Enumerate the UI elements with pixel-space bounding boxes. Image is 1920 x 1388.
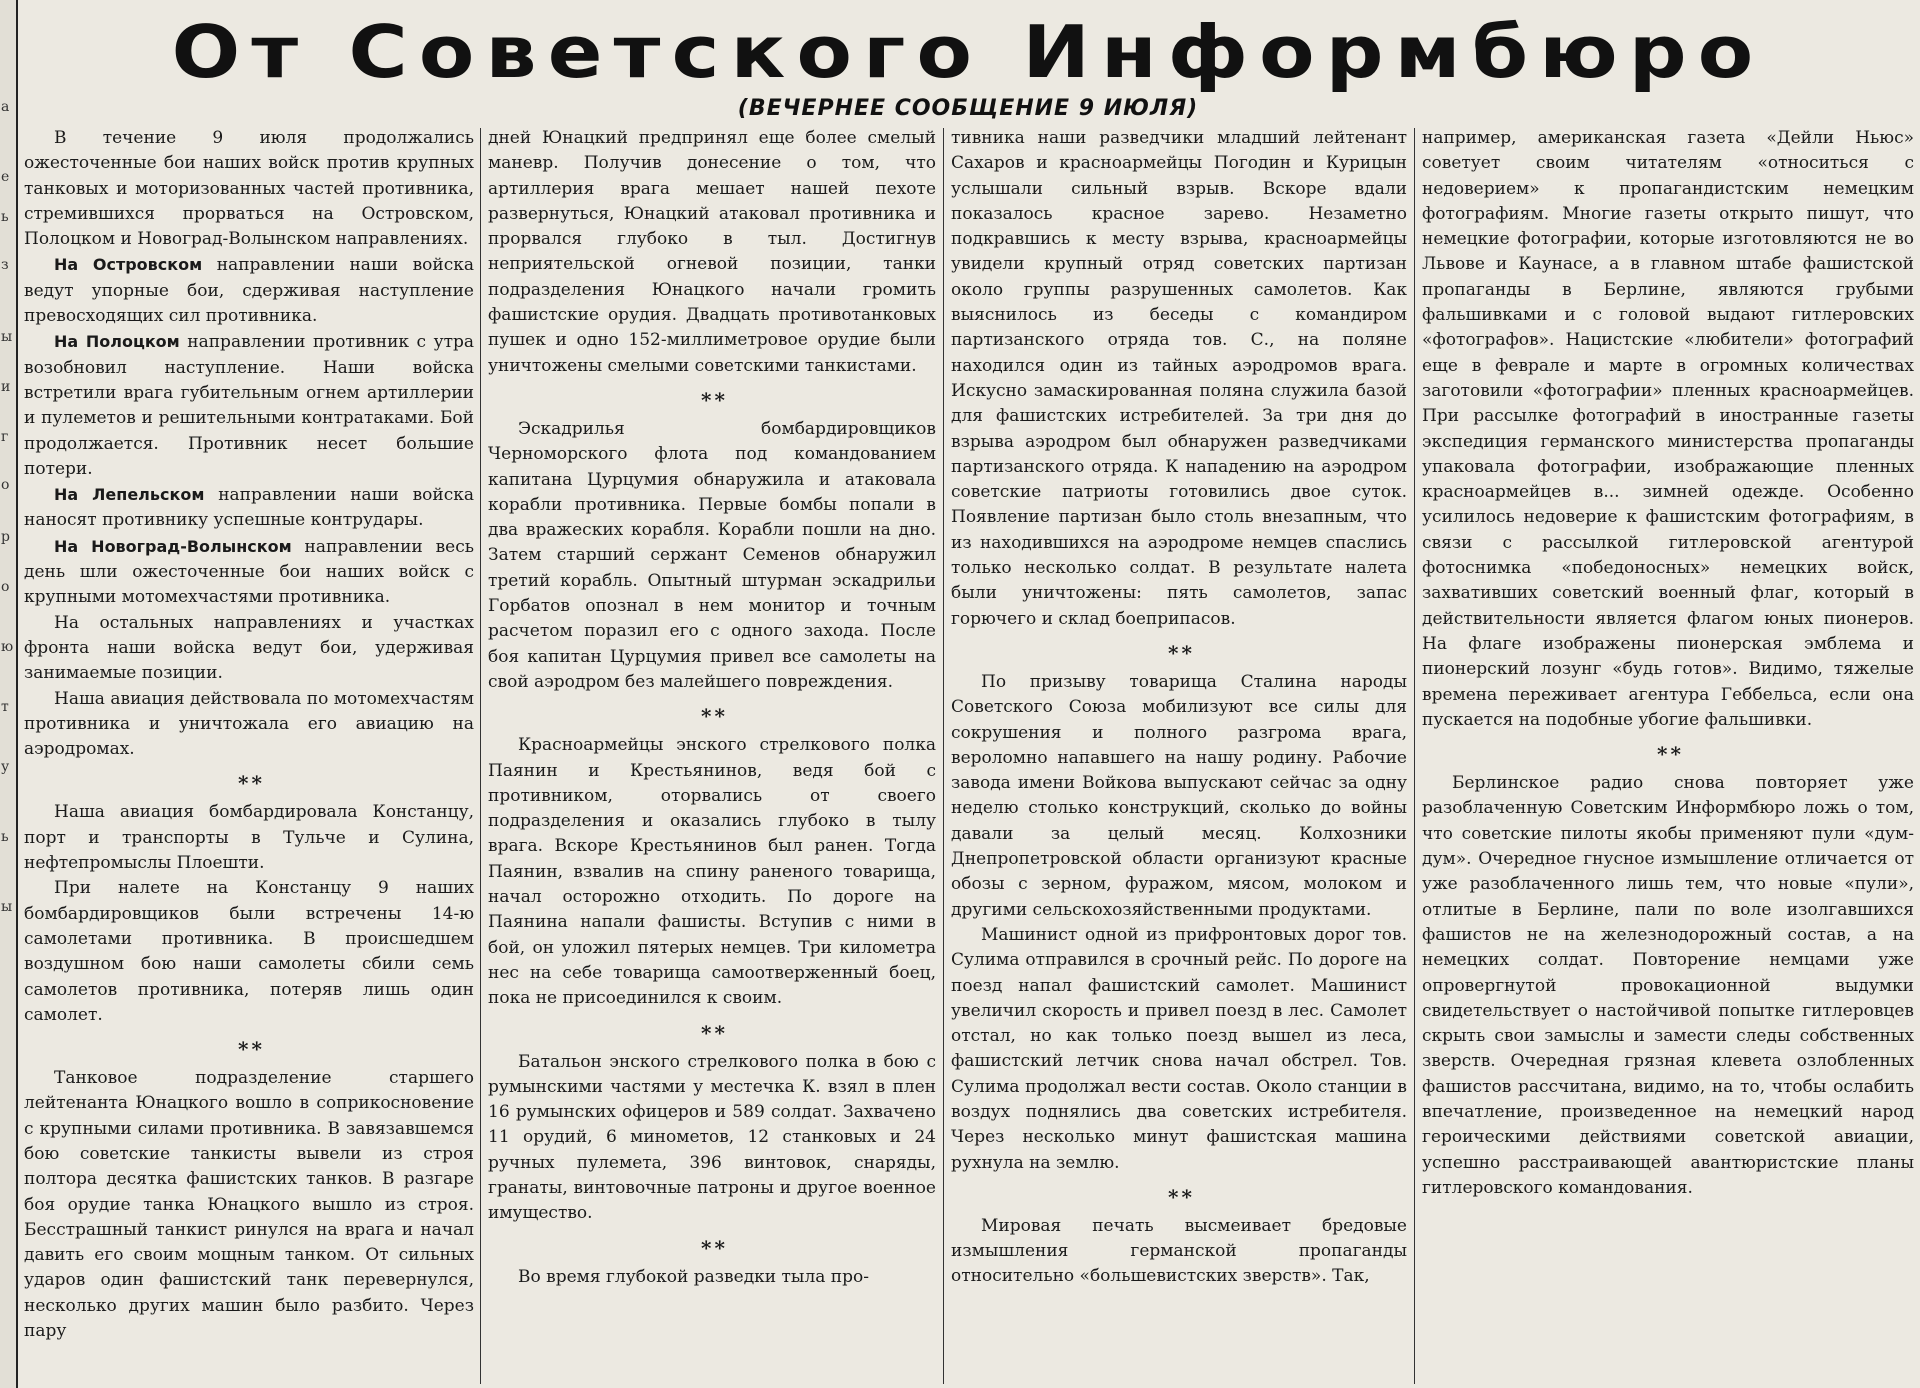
section-separator: * *	[701, 387, 723, 412]
paragraph	[24, 252, 474, 329]
place-name: На Островском	[54, 255, 203, 275]
paragraph: тивника наши разведчики младший лейтенант Сахаров и красноармейцы Погодин и Курицын услышали сильный взрыв. Вскоре вдали показалось красное зарево. Незаметно подкравшись к месту взрыва, красноармейцы увидели крупный отряд советских партизан около группы разрушенных самолетов. Как выяснилось из беседы с командиром партизанского отряда тов. С., на поляне находился один из тайных аэродромов врага. Искусно замаскированная поляна служила базой для фашистских истребителей. За три дня до взрыва аэродром был обнаружен разведчиками партизанского отряда. К нападению на аэродром советские патриоты готовились двое суток. Появление партизан было столь внезапным, что из находившихся на аэродроме немцев спаслись только несколько солдат. В результате налета были уничтожены: пять самолетов, запас горючего и склад боеприпасов.	[951, 128, 1407, 629]
section-separator: * *	[238, 771, 260, 796]
paragraph-text: направлении наши войска наносят противнику успешные контрудары.	[24, 485, 474, 531]
paragraph	[24, 534, 474, 611]
edge-letter: и	[1, 379, 11, 395]
place-name: На Полоцком	[54, 332, 180, 352]
paragraph: дней Юнацкий предпринял еще более смелый маневр. Получив донесение о том, что артиллерия врага мешает нашей пехоте развернуться, Юнацкий атаковал противника и прорвался глубоко в тыл. Достигнув неприятельской огневой позиции, танки подразделения Юнацкого начали громить фашистские орудия. Двадцать противотанковых пушек и одно 152-миллиметровое орудие были уничтожены смелыми советскими танкистами.	[488, 128, 936, 376]
edge-letter: е	[1, 169, 10, 185]
section-separator: * *	[1168, 1184, 1190, 1209]
edge-letter: т	[1, 699, 9, 715]
edge-letter: у	[1, 759, 10, 775]
edge-letter: з	[1, 257, 9, 273]
article-column-3	[945, 126, 1413, 1384]
paragraph: Танковое подразделение старшего лейтенанта Юнацкого вошло в соприкосновение с крупными силами противника. В завязавшемся бою советские танкисты вывели из строя полтора десятка фашистских танков. В разгаре боя орудие танка Юнацкого вышло из строя. Бесстрашный танкист ринулся на врага и начал давить его своим мощным танком. От сильных ударов один фашистский танк перевернулся, несколько других машин было разбито. Через пару	[24, 1068, 474, 1342]
place-name: На Новоград-Волынском	[54, 536, 292, 556]
column-divider	[480, 128, 481, 1384]
paragraph: В течение 9 июля продолжались ожесточенные бои наших войск против крупных танковых и моторизованных частей противника, стремившихся прорваться на Островском, Полоцком и Новоград-Волынском направлениях.	[24, 128, 474, 250]
paragraph: Мировая печать высмеивает бредовые измышления германской пропаганды относительно «большевистских зверств». Так,	[951, 1215, 1407, 1287]
edge-letter: ю	[1, 639, 14, 655]
edge-letter: ы	[1, 899, 13, 915]
paragraph: Красноармейцы энского стрелкового полка Паянин и Крестьянинов, ведя бой с противником, оторвались от своего подразделения и оказались глубоко в тылу врага. Вскоре Крестьянинов был ранен. Тогда Паянин, взвалив на спину раненого товарища, начал осторожно отходить. По дороге на Паянина напали фашисты. Вступив с ними в бой, он уложил пятерых немцев. Три километра нес на себе товарища самоотверженный боец, пока не присоединился к своим.	[488, 735, 936, 1009]
paragraph: На остальных направлениях и участках фронта наши войска ведут бои, удерживая занимаемые позиции.	[24, 612, 474, 684]
paragraph: Берлинское радио снова повторяет уже разоблаченную Советским Информбюро ложь о том, что советские пилоты якобы применяют пули «дум-дум». Очередное гнусное измышление отличается от уже разоблаченного лишь тем, что новые «пули», отлитые в Берлине, пали по воле изолгавшихся фашистов не на железнодорожный состав, а на немецких солдат. Повторение немцами уже опровергнутой провокационной выдумки свидетельствует о настойчивой попытке гитлеровцев скрыть свои замыслы и замести следы собственных зверств. Очередная грязная клевета озлобленных фашистов рассчитана, видимо, на то, чтобы ослабить впечатление, произведенное на немецкий народ героическими действиями советской авиации, успешно расстраивающей авантюристские планы гитлеровского командования.	[1422, 773, 1914, 1198]
section-separator: * *	[1657, 742, 1679, 767]
paragraph-text: направлении весь день шли ожесточенные бои наших войск с крупными мотомехчастями противника.	[24, 536, 474, 608]
page-edge-strip	[0, 0, 18, 1388]
paragraph	[24, 482, 474, 534]
paragraph: например, американская газета «Дейли Ньюс» советует своим читателям «относиться с недоверием» к пропагандистским немецким фотографиям. Многие газеты открыто пишут, что немецкие фотографии, которые изготовляются не во Львове и Каунасе, а в главном штабе фашистской пропаганды в Берлине, являются грубыми фальшивками и с головой выдают гитлеровских «фотографов». Нацистские «любители» фотографий еще в феврале и марте в огромных количествах заготовили «фотографии» пленных красноармейцев. При рассылке фотографий в иностранные газеты экспедиция германского министерства пропаганды упаковала фотографии, изображающие пленных красноармейцев в... зимней одежде. Особенно усилилось недоверие к фашистским фотографиям, в связи с рассылкой гитлеровской агентурой фотоснимка «победоносных» немецких войск, захвативших советский военный флаг, который в действительности является флагом юных пионеров. На флаге изображены пионерская эмблема и пионерский лозунг «будь готов». Видимо, тяжелые времена переживает агентура Геббельса, если она пускается на подобные убогие фальшивки.	[1422, 128, 1914, 730]
paragraph-text: направлении противник с утра возобновил наступление. Наши войска встретили врага губительным огнем артиллерии и пулеметов и решительными контратаками. Бой продолжается. Противник несет большие потери.	[24, 332, 475, 479]
paragraph: Машинист одной из прифронтовых дорог тов. Сулима отправился в срочный рейс. По дороге на поезд напал фашистский самолет. Машинист увеличил скорость и привел поезд в лес. Самолет отстал, но как только поезд вышел из леса, фашистский летчик снова начал обстрел. Тов. Сулима продолжал вести состав. Около станции в воздух поднялись два советских истребителя. Через несколько минут фашистская машина рухнула на землю.	[951, 924, 1407, 1173]
paragraph: Эскадрилья бомбардировщиков Черноморского флота под командованием капитана Цурцумия обнаружила и атаковала корабли противника. Первые бомбы попали в два вражеских корабля. Корабли пошли на дно. Затем старший сержант Семенов обнаружил третий корабль. Опытный штурман эскадрильи Горбатов опознал в нем монитор и точным расчетом поразил его с одного захода. После боя капитан Цурцумия привел все самолеты на свой аэродром без малейшего повреждения.	[488, 418, 936, 692]
section-separator: * *	[701, 1020, 723, 1045]
edge-letter: о	[1, 477, 10, 493]
column-divider	[943, 128, 944, 1384]
place-name: На Лепельском	[54, 485, 205, 505]
section-separator: * *	[701, 1235, 723, 1260]
paragraph: При налете на Констанцу 9 наших бомбардировщиков были встречены 14-ю самолетами противника. В происшедшем воздушном бою наши самолеты сбили семь самолетов противника, потеряв лишь один самолет.	[24, 878, 474, 1025]
article-column-1	[18, 126, 480, 1384]
paragraph: Батальон энского стрелкового полка в бою с румынскими частями у местечка К. взял в плен 16 румынских офицеров и 589 солдат. Захвачено 11 орудий, 6 минометов, 12 станковых и 24 ручных пулемета, 396 винтовок, снаряды, гранаты, винтовочные патроны и другое военное имущество.	[488, 1051, 936, 1224]
paragraph: Во время глубокой разведки тыла про-	[518, 1266, 869, 1287]
section-separator: * *	[701, 704, 723, 729]
paragraph	[24, 329, 474, 482]
edge-letter: ы	[1, 329, 13, 345]
article-column-4	[1416, 126, 1920, 1384]
paragraph: Наша авиация действовала по мотомехчастям противника и уничтожала его авиацию на аэродромах.	[24, 688, 474, 760]
edge-letter: а	[1, 99, 10, 115]
edge-letter: о	[1, 579, 10, 595]
edge-letter: р	[1, 529, 10, 545]
edge-letter: ь	[1, 829, 9, 845]
edge-letter: г	[1, 429, 9, 445]
paragraph-text: направлении наши войска ведут упорные бои, сдерживая наступление превосходящих сил противника.	[24, 255, 475, 327]
page-title: От Советского Информбюро	[171, 10, 1765, 94]
paragraph: По призыву товарища Сталина народы Советского Союза мобилизуют все силы для сокрушения и полного разгрома врага, вероломно напавшего на нашу родину. Рабочие завода имени Войкова выпускают сейчас за одну неделю столько конструкций, сколько до войны давали за целый месяц. Колхозники Днепропетровской области организуют красные обозы с зерном, фуражом, мясом, молоком и другими сельскохозяйственными продуктами.	[951, 671, 1407, 920]
edge-letter: ь	[1, 209, 9, 225]
page-subtitle: (ВЕЧЕРНЕЕ СООБЩЕНИЕ 9 ИЮЛЯ)	[737, 96, 1199, 121]
column-divider	[1414, 128, 1415, 1384]
section-separator: * *	[1168, 640, 1190, 665]
section-separator: * *	[238, 1037, 260, 1062]
article-column-2	[482, 126, 942, 1384]
paragraph: Наша авиация бомбардировала Констанцу, порт и транспорты в Тульче и Сулина, нефтепромыслы Плоешти.	[24, 802, 474, 874]
